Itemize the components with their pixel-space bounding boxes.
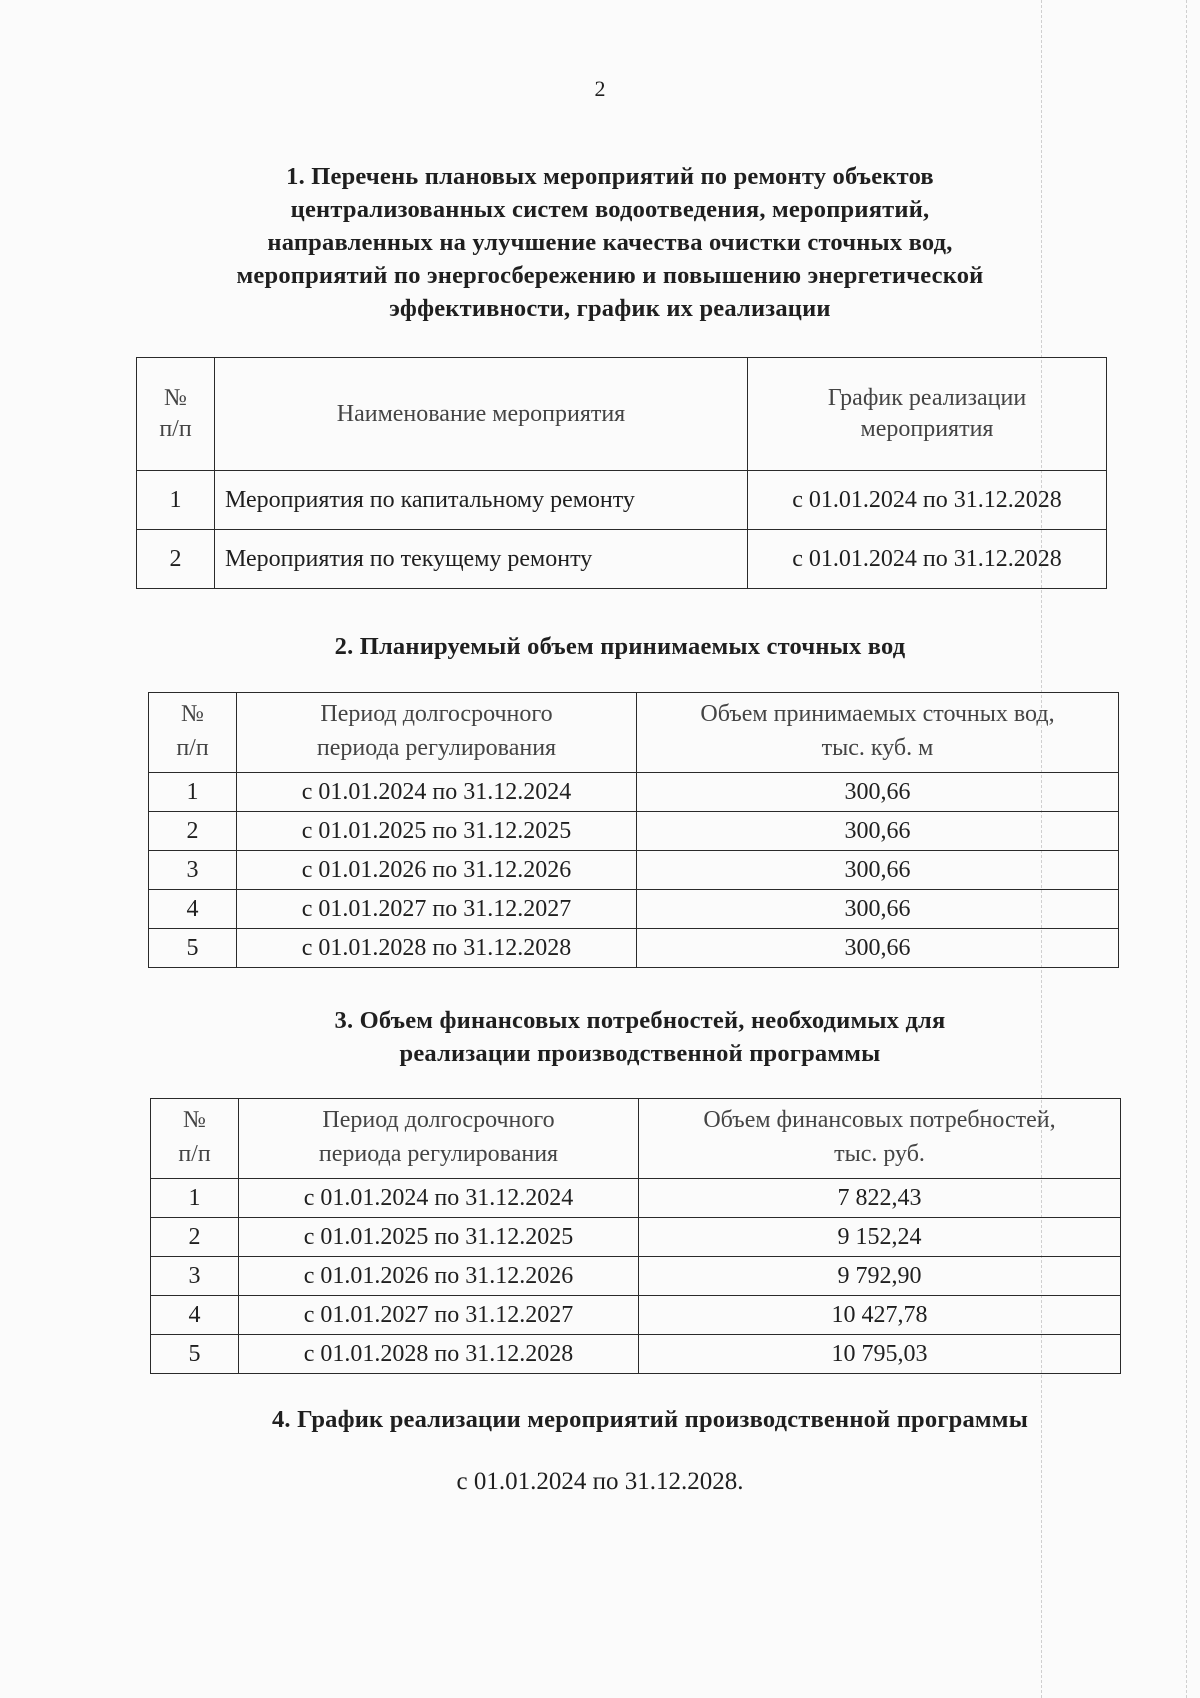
section2-title: 2. Планируемый объем принимаемых сточных вод [334,633,906,660]
header-text: График реализации [827,385,1027,411]
table-header-row [151,1099,1121,1179]
table-row [149,929,1119,968]
section1-title-line: направленных на улучшение качества очистки сточных вод, [267,229,953,256]
cell-num: 2 [137,530,215,589]
section1-title-line: 1. Перечень плановых мероприятий по ремонту объектов [286,163,934,190]
cell-num: 4 [151,1296,239,1335]
cell-num: 3 [149,851,237,890]
cell-period: с 01.01.2028 по 31.12.2028 [239,1335,639,1374]
header-text: п/п [176,735,209,761]
scan-artifact-line [1186,0,1187,1698]
cell-num: 2 [151,1218,239,1257]
header-schedule [748,358,1107,471]
cell-num: 1 [149,773,237,812]
section4-title: 4. График реализации мероприятий производственной программы [271,1406,1029,1433]
header-text: периода регулирования [318,1141,559,1167]
cell-name: Мероприятия по капитальному ремонту [215,471,748,530]
header-num [151,1099,239,1179]
section1-title-line: централизованных систем водоотведения, мероприятий, [290,196,930,223]
cell-num: 1 [137,471,215,530]
section1-title-line: эффективности, график их реализации [389,295,831,322]
header-text: № [181,701,204,727]
header-name: Наименование мероприятия [215,358,748,471]
cell-volume: 300,66 [637,851,1119,890]
header-text: № [183,1107,206,1133]
table-row [137,530,1107,589]
header-num [149,693,237,773]
section1-title-line: мероприятий по энергосбережению и повышению энергетической [236,262,984,289]
header-period [239,1099,639,1179]
cell-num: 2 [149,812,237,851]
cell-volume: 300,66 [637,890,1119,929]
header-period [237,693,637,773]
page-number: 2 [594,76,606,101]
wastewater-volume-table [148,692,1119,968]
header-text: п/п [178,1141,211,1167]
header-text: п/п [159,416,192,442]
cell-financial: 10 795,03 [639,1335,1121,1374]
table-row [137,471,1107,530]
cell-financial: 9 792,90 [639,1257,1121,1296]
table-row [151,1218,1121,1257]
table-row [149,773,1119,812]
cell-period: с 01.01.2026 по 31.12.2026 [239,1257,639,1296]
header-text: мероприятия [860,416,994,442]
header-text: тыс. куб. м [821,735,934,761]
cell-period: с 01.01.2025 по 31.12.2025 [239,1218,639,1257]
header-text: тыс. руб. [834,1141,925,1167]
header-text: Период долгосрочного [320,701,553,727]
cell-volume: 300,66 [637,773,1119,812]
cell-financial: 10 427,78 [639,1296,1121,1335]
table-row [149,890,1119,929]
table-row [151,1296,1121,1335]
table-row [149,851,1119,890]
cell-period: с 01.01.2024 по 31.12.2024 [237,773,637,812]
header-text: периода регулирования [316,735,557,761]
cell-schedule: с 01.01.2024 по 31.12.2028 [748,471,1107,530]
header-text: № [164,385,187,411]
header-text: Объем финансовых потребностей, [703,1107,1056,1133]
table-row [151,1179,1121,1218]
cell-num: 5 [149,929,237,968]
cell-num: 4 [149,890,237,929]
section4-period: с 01.01.2024 по 31.12.2028. [456,1468,744,1495]
cell-name: Мероприятия по текущему ремонту [215,530,748,589]
cell-schedule: с 01.01.2024 по 31.12.2028 [748,530,1107,589]
cell-period: с 01.01.2027 по 31.12.2027 [239,1296,639,1335]
section3-title [230,1004,1050,1070]
table-row [151,1335,1121,1374]
table-row [151,1257,1121,1296]
financial-needs-table [150,1098,1121,1374]
header-volume [637,693,1119,773]
header-financial [639,1099,1121,1179]
cell-num: 5 [151,1335,239,1374]
cell-period: с 01.01.2028 по 31.12.2028 [237,929,637,968]
header-text: Период долгосрочного [322,1107,555,1133]
cell-period: с 01.01.2024 по 31.12.2024 [239,1179,639,1218]
repair-measures-table [136,357,1107,589]
header-text: Объем принимаемых сточных вод, [700,701,1055,727]
cell-period: с 01.01.2025 по 31.12.2025 [237,812,637,851]
table-row [149,812,1119,851]
cell-financial: 9 152,24 [639,1218,1121,1257]
cell-num: 1 [151,1179,239,1218]
cell-period: с 01.01.2027 по 31.12.2027 [237,890,637,929]
cell-volume: 300,66 [637,929,1119,968]
cell-num: 3 [151,1257,239,1296]
table-header-row [149,693,1119,773]
section1-title [160,160,1060,325]
cell-period: с 01.01.2026 по 31.12.2026 [237,851,637,890]
cell-volume: 300,66 [637,812,1119,851]
section3-title-line: 3. Объем финансовых потребностей, необходимых для [334,1007,946,1034]
cell-financial: 7 822,43 [639,1179,1121,1218]
table-header-row [137,358,1107,471]
section3-title-line: реализации производственной программы [399,1040,881,1067]
header-num [137,358,215,471]
